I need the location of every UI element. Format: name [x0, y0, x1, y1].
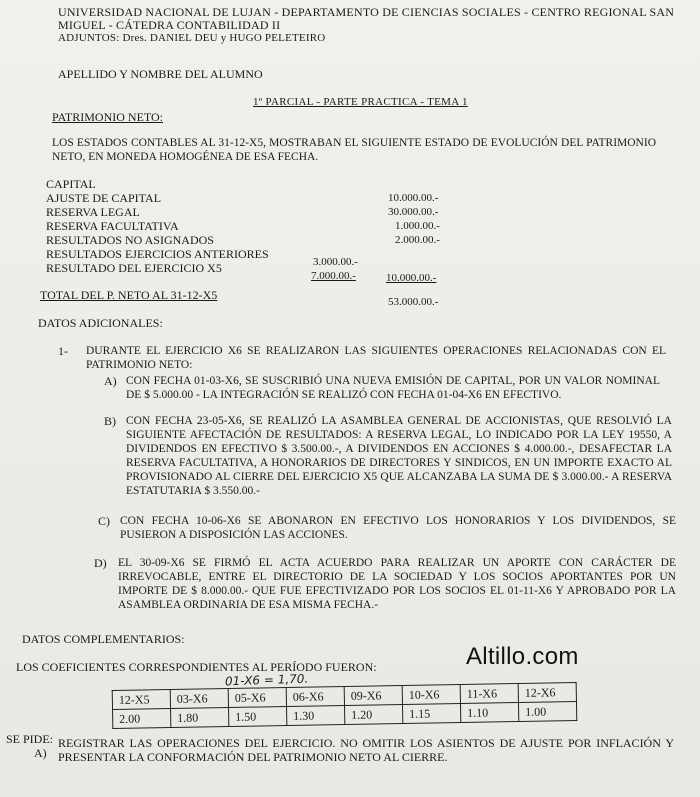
sub-item-a-letter: A) — [104, 374, 117, 388]
ajuste-capital-label: AJUSTE DE CAPITAL — [46, 191, 162, 205]
se-pide-label: SE PIDE: — [6, 732, 54, 746]
sub-item-c-letter: C) — [98, 514, 110, 528]
capital-label: CAPITAL — [46, 177, 96, 191]
section-title: PATRIMONIO NETO: — [52, 110, 164, 124]
handwritten-note: 01-X6 = 1,70. — [224, 671, 309, 689]
coef-value-cell: 1.20 — [345, 704, 403, 724]
se-pide-text: REGISTRAR LAS OPERACIONES DEL EJERCICIO. NO OMITIR LOS ASIENTOS DE AJUSTE POR INFLACIÓN Y PRESENTAR LA CONFORMACIÓN DEL PATRIMONIO NETO AL CIERRE. — [58, 736, 674, 764]
coef-value-cell: 1.15 — [402, 703, 460, 723]
datos-complementarios-title: DATOS COMPLEMENTARIOS: — [22, 632, 185, 646]
watermark-text: Altillo.com — [466, 643, 579, 670]
reserva-legal-value: 30.000.00.- — [388, 206, 439, 218]
sub-item-b-text: CON FECHA 23-05-X6, SE REALIZÓ LA ASAMBLEA GENERAL DE ACCIONISTAS, QUE RESOLVIÓ LA SIGUIENTE AFECTACIÓN DE RESULTADOS: A RESERVA LEGAL, LO INDICADO POR LA LEY 19550, A DIVIDENDOS EN EFECTIVO $ 3.500.00.-, A DIVIDENDOS EN ACCIONES $ 4.000.00.-, DESAFECTAR LA RESERVA FACULTATIVA, A HONORARIOS DE DIRECTORES Y SINDICOS, EN UN IMPORTE EXACTO AL PROVISIONADO AL CIERRE DEL EJERCICIO X5 QUE ALCANZABA LA SUMA DE $ 3.000.00.- A RESERVA ESTATUTARIA $ 3.550.00.- — [126, 415, 672, 497]
coef-period-cell: 09-X6 — [344, 685, 402, 705]
datos-adicionales-title: DATOS ADICIONALES: — [38, 316, 163, 330]
student-name-label: APELLIDO Y NOMBRE DEL ALUMNO — [58, 67, 263, 81]
coef-period-cell: 03-X6 — [170, 689, 228, 709]
resultados-no-asignados-label: RESULTADOS NO ASIGNADOS — [46, 233, 214, 247]
resultados-ejercicios-anteriores-value: 3.000.00.- — [313, 256, 358, 268]
resultados-ejercicios-anteriores-label: RESULTADOS EJERCICIOS ANTERIORES — [46, 247, 269, 261]
exam-title: 1º PARCIAL - PARTE PRACTICA - TEMA 1 — [253, 96, 468, 108]
sub-item-d-letter: D) — [94, 556, 107, 570]
se-pide-letter: A) — [34, 746, 47, 760]
coefficients-table — [112, 682, 578, 729]
coef-value-cell: 2.00 — [113, 709, 171, 729]
coef-period-cell: 11-X6 — [460, 683, 518, 703]
sub-item-c-text: CON FECHA 10-06-X6 SE ABONARON EN EFECTIVO LOS HONORARIOS Y LOS DIVIDENDOS, SE PUSIERON A DISPOSICIÓN LAS ACCIONES. — [120, 515, 676, 541]
coef-period-cell: 05-X6 — [228, 688, 286, 708]
header-line-2: MIGUEL - CÁTEDRA CONTABILIDAD II — [58, 18, 281, 32]
item-1-text: DURANTE EL EJERCICIO X6 SE REALIZARON LAS SIGUIENTES OPERACIONES RELACIONADAS CON EL PATRIMONIO NETO: — [86, 345, 666, 371]
coef-value-cell: 1.10 — [460, 702, 518, 722]
total-pn-label: TOTAL DEL P. NETO AL 31-12-X5 — [40, 288, 218, 302]
header-line-3: ADJUNTOS: Dres. DANIEL DEU y HUGO PELETEIRO — [58, 32, 326, 44]
header-line-1: UNIVERSIDAD NACIONAL DE LUJAN - DEPARTAMENTO DE CIENCIAS SOCIALES - CENTRO REGIONAL SAN — [58, 5, 675, 19]
coef-period-cell: 10-X6 — [402, 684, 460, 704]
document-header — [58, 6, 678, 45]
reserva-facultativa-value: 1.000.00.- — [395, 220, 440, 232]
resultado-ejercicio-x5-label: RESULTADO DEL EJERCICIO X5 — [46, 261, 222, 275]
sub-item-a-text: CON FECHA 01-03-X6, SE SUSCRIBIÓ UNA NUEVA EMISIÓN DE CAPITAL, POR UN VALOR NOMINAL DE $ 5.000.00 - LA INTEGRACIÓN SE REALIZÓ CON FECHA 01-04-X6 EN EFECTIVO. — [126, 375, 660, 401]
coef-intro: LOS COEFICIENTES CORRESPONDIENTES AL PERÍODO FUERON: — [16, 660, 377, 674]
total-pn-value: 53.000.00.- — [388, 296, 439, 308]
coef-value-cell: 1.00 — [518, 701, 576, 721]
coef-value-cell: 1.80 — [171, 708, 229, 728]
resultado-ejercicio-x5-total: 10.000.00.- — [386, 272, 437, 284]
item-1-number: 1- — [58, 344, 68, 358]
resultado-ejercicio-x5-value: 7.000.00.- — [311, 270, 356, 282]
coef-period-cell: 12-X6 — [518, 682, 576, 702]
intro-paragraph: LOS ESTADOS CONTABLES AL 31-12-X5, MOSTRABAN EL SIGUIENTE ESTADO DE EVOLUCIÓN DEL PATRIMONIO NETO, EN MONEDA HOMOGÉNEA DE ESA FECHA. — [52, 137, 656, 163]
coef-period-cell: 12-X5 — [112, 690, 170, 710]
coef-period-cell: 06-X6 — [286, 687, 344, 707]
reserva-legal-label: RESERVA LEGAL — [46, 205, 140, 219]
coef-value-cell: 1.30 — [287, 706, 345, 726]
sub-item-d-text: EL 30-09-X6 SE FIRMÓ EL ACTA ACUERDO PARA REALIZAR UN APORTE CON CARÁCTER DE IRREVOCABLE, ENTRE EL DIRECTORIO DE LA SOCIEDAD Y LOS SOCIOS APORTANTES POR UN IMPORTE DE $ 8.000.00.- QUE FUE EFECTIVIZADO POR LOS SOCIOS EL 01-11-X6 Y APROBADO POR LA ASAMBLEA ORDINARIA DE ESA MISMA FECHA.- — [118, 557, 676, 611]
ajuste-capital-value: 10.000.00.- — [388, 192, 439, 204]
coef-value-cell: 1.50 — [229, 707, 287, 727]
sub-item-b-letter: B) — [104, 414, 116, 428]
reserva-facultativa-label: RESERVA FACULTATIVA — [46, 219, 179, 233]
resultados-no-asignados-value: 2.000.00.- — [395, 234, 440, 246]
